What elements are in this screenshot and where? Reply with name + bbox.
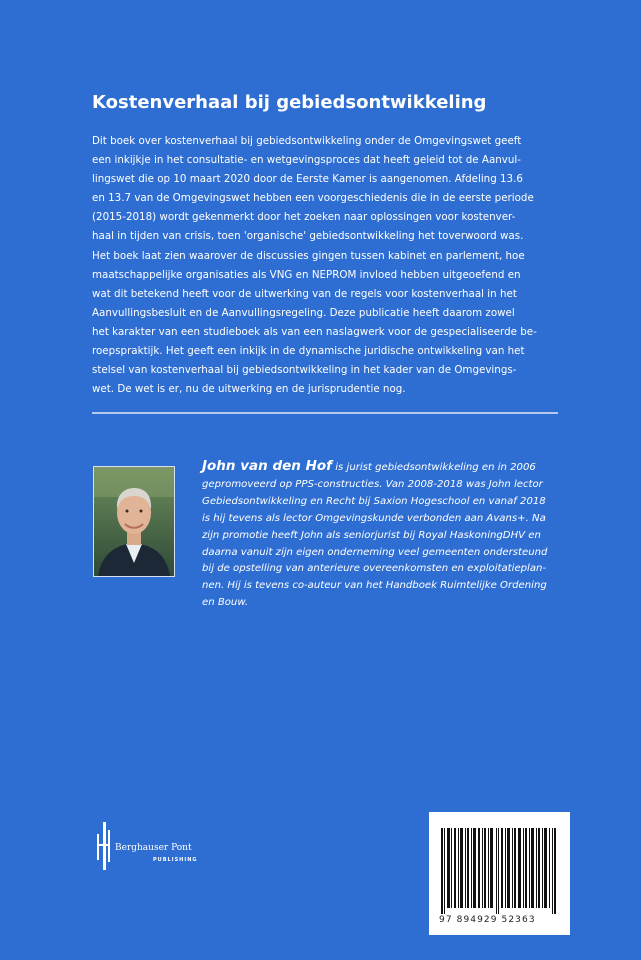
isbn-number: 97 894929 52363 xyxy=(439,915,536,925)
author-bio xyxy=(202,458,572,612)
bio-line: is hij tevens als lector Omgevingskunde verbonden aan Avans+. Na xyxy=(202,512,546,524)
description-line: Het boek laat zien waarover de discussies gingen tussen kabinet en parlement, hoe xyxy=(92,249,525,262)
bio-line: nen. Hij is tevens co-auteur van het Handboek Ruimtelijke Ordening xyxy=(202,580,547,592)
description-line: en 13.7 van de Omgevingswet hebben een voorgeschiedenis die in de eerste periode xyxy=(92,192,534,205)
description-line: roepspraktijk. Het geeft een inkijk in de dynamische juridische ontwikkeling van het xyxy=(92,345,525,358)
book-title: Kostenverhaal bij gebiedsontwikkeling xyxy=(92,92,487,113)
bio-line: bij de opstelling van anterieure overeenkomsten en exploitatieplan- xyxy=(202,563,547,575)
bio-line: Gebiedsontwikkeling en Recht bij Saxion Hogeschool en vanaf 2018 xyxy=(202,495,546,507)
publisher-logo xyxy=(95,822,215,870)
publisher-name: Berghauser Pont xyxy=(115,843,192,853)
description-line: stelsel van kostenverhaal bij gebiedsontwikkeling in het kader van de Omgevings- xyxy=(92,364,517,377)
bio-line: zijn promotie heeft John als seniorjurist bij Royal HaskoningDHV en xyxy=(202,529,541,541)
author-photo xyxy=(93,466,175,577)
bio-first-line-text: is jurist gebiedsontwikkeling en in 2006 xyxy=(332,462,536,473)
description-line: haal in tijden van crisis, toen 'organische' gebiedsontwikkeling het toverwoord was. xyxy=(92,230,524,243)
description-line: lingswet die op 10 maart 2020 door de Eerste Kamer is aangenomen. Afdeling 13.6 xyxy=(92,173,523,186)
barcode xyxy=(429,812,570,935)
section-divider xyxy=(92,412,558,414)
barcode-bars-icon xyxy=(441,828,558,914)
bio-line xyxy=(202,458,572,477)
description-line: maatschappelijke organisaties als VNG en NEPROM invloed hebben uitgeoefend en xyxy=(92,268,521,281)
description-line: het karakter van een studieboek als van een naslagwerk voor de gespecialiseerde be- xyxy=(92,325,537,338)
author-name: John van den Hof xyxy=(202,458,333,474)
description-line: wat dit betekend heeft voor de uitwerking van de regels voor kostenverhaal in het xyxy=(92,287,517,300)
description-line: een inkijkje in het consultatie- en wetgevingsproces dat heeft geleid tot de Aanvul- xyxy=(92,154,521,167)
bio-line: daarna vanuit zijn eigen onderneming veel gemeenten ondersteund xyxy=(202,546,548,558)
description-line: wet. De wet is er, nu de uitwerking en de jurisprudentie nog. xyxy=(92,383,406,396)
description-line: Aanvullingsbesluit en de Aanvullingsregeling. Deze publicatie heeft daarom zowel xyxy=(92,306,515,319)
bio-line: gepromoveerd op PPS-constructies. Van 2008-2018 was John lector xyxy=(202,478,543,490)
publisher-subtitle: PUBLISHING xyxy=(153,857,198,863)
publisher-mark-icon xyxy=(95,822,115,870)
description-line: Dit boek over kostenverhaal bij gebiedsontwikkeling onder de Omgevingswet geeft xyxy=(92,135,522,147)
description-line: (2015-2018) wordt gekenmerkt door het zoeken naar oplossingen voor kostenver- xyxy=(92,211,516,224)
bio-line: en Bouw. xyxy=(202,597,249,609)
book-description xyxy=(92,132,562,399)
